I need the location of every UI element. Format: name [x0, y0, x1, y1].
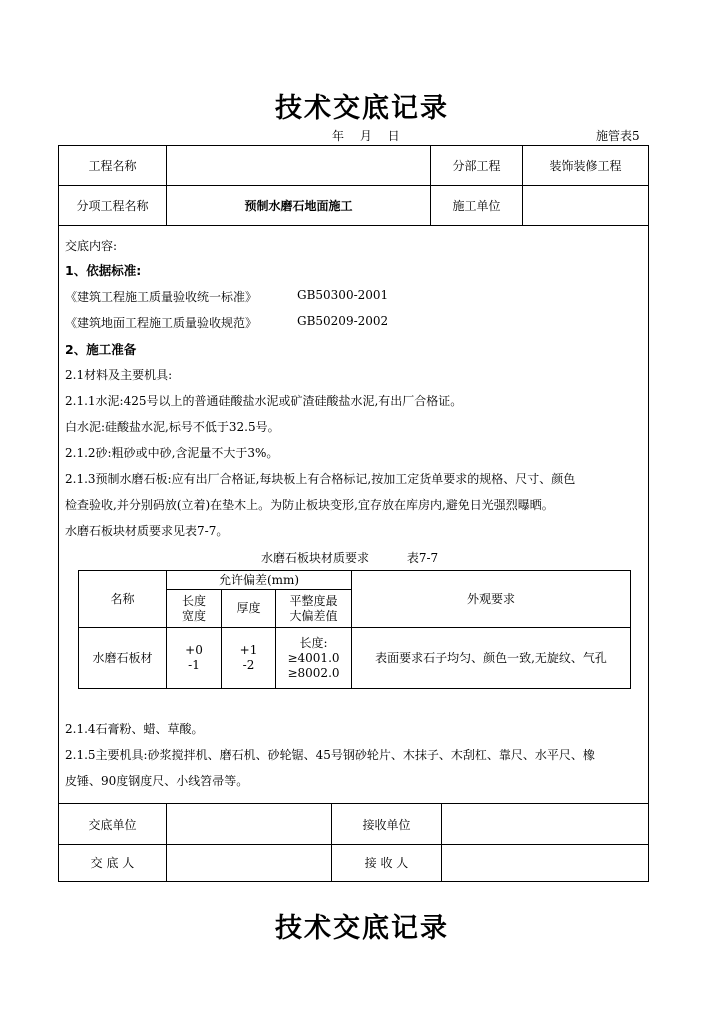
document-title: 技术交底记录 [275, 93, 449, 124]
section-standards-heading: 1、依据标准: [65, 263, 142, 278]
division-value[interactable]: 装饰装修工程 [549, 159, 622, 173]
para-2-1-5-line2: 皮锤、90度钢度尺、小线笤帚等。 [65, 774, 249, 788]
qt-row-thickness [222, 628, 276, 688]
qt-header-length-line1: 长度 [181, 593, 206, 608]
qt-row-name: 水磨石板材 [79, 628, 167, 688]
form-number: 施管表5 [596, 129, 640, 143]
para-2-1-3-line2: 检查验收,并分别码放(立着)在垫木上。为防止板块变形,宜存放在库房内,避免日光强烈曝晒。 [65, 498, 554, 512]
quality-table-title: 水磨石板块材质要求 [261, 551, 370, 565]
para-table-reference: 水磨石板块材质要求见表7-7。 [65, 524, 229, 538]
quality-table-number: 表7-7 [406, 551, 439, 565]
signoff-row-persons [59, 844, 648, 881]
issuer-unit-label: 交底单位 [59, 804, 167, 844]
standard-2-name: 《建筑地面工程施工质量验收规范》 [65, 316, 258, 330]
handover-content [59, 231, 648, 803]
division-label: 分部工程 [431, 146, 523, 185]
qt-header-flatness-line1: 平整度最 [289, 593, 338, 608]
receiver-unit-label: 接收单位 [332, 804, 442, 844]
qt-header-length-line2: 宽度 [181, 608, 206, 623]
para-2-1-5-line1: 2.1.5主要机具:砂浆搅拌机、磨石机、砂轮锯、45号钢砂轮片、木抹子、木刮杠、靠尺、水平尺、橡 [65, 748, 595, 762]
qt-row-flatness-value-1: ≥4001.0 [287, 650, 340, 665]
sub-item-label: 分项工程名称 [59, 186, 167, 225]
qt-row-appearance: 表面要求石子均匀、颜色一致,无旋纹、气孔 [375, 650, 607, 665]
quality-table-caption [261, 549, 438, 566]
issuer-unit-value[interactable] [167, 804, 332, 844]
project-name-value[interactable] [167, 146, 431, 185]
standard-1-name: 《建筑工程施工质量验收统一标准》 [65, 290, 258, 304]
handover-record-form [58, 145, 649, 882]
qt-row-flatness [276, 628, 352, 688]
para-white-cement: 白水泥:硅酸盐水泥,标号不低于32.5号。 [65, 420, 280, 434]
qt-row-thickness-minus: -2 [242, 658, 255, 672]
standard-item-1 [65, 288, 389, 305]
qt-header-name: 名称 [79, 571, 167, 628]
qt-header-appearance: 外观要求 [352, 571, 630, 628]
qt-row-thickness-plus: +1 [239, 643, 258, 657]
qt-row-flatness-label: 长度: [299, 635, 328, 650]
standard-2-code: GB50209-2002 [297, 314, 389, 328]
quality-requirements-table [78, 570, 631, 689]
header-row-project [59, 146, 648, 186]
para-2-1-4: 2.1.4石膏粉、蜡、草酸。 [65, 722, 204, 736]
para-2-1-2: 2.1.2砂:粗砂或中砂,含泥量不大于3%。 [65, 446, 279, 460]
project-name-label: 工程名称 [59, 146, 167, 185]
qt-header-length [167, 590, 222, 628]
construction-unit-value[interactable] [523, 186, 648, 225]
receiver-person-label: 接 收 人 [332, 844, 442, 881]
content-intro: 交底内容: [65, 239, 118, 253]
qt-row-length [167, 628, 222, 688]
qt-row-length-plus: +0 [185, 643, 203, 657]
standard-1-code: GB50300-2001 [297, 288, 389, 302]
qt-row-length-minus: -1 [188, 658, 200, 672]
qt-header-flatness-line2: 大偏差值 [289, 608, 338, 623]
para-2-1-3-line1: 2.1.3预制水磨石板:应有出厂合格证,每块板上有合格标记,按加工定货单要求的规格、尺寸、颜色 [65, 472, 576, 486]
date-line: 年 月 日 [332, 129, 400, 143]
para-2-1: 2.1材料及主要机具: [65, 368, 173, 382]
issuer-person-label: 交 底 人 [59, 844, 167, 881]
sub-item-value[interactable]: 预制水磨石地面施工 [167, 186, 431, 225]
construction-unit-label: 施工单位 [431, 186, 523, 225]
header-row-subitem [59, 186, 648, 226]
next-page-title: 技术交底记录 [275, 913, 449, 944]
qt-header-tolerance: 允许偏差(mm) [167, 571, 352, 590]
section-preparation-heading: 2、施工准备 [65, 342, 137, 357]
qt-header-flatness [276, 590, 352, 628]
qt-header-thickness: 厚度 [222, 590, 276, 628]
para-2-1-1: 2.1.1水泥:425号以上的普通硅酸盐水泥或矿渣硅酸盐水泥,有出厂合格证。 [65, 394, 463, 408]
standard-item-2 [65, 314, 389, 331]
receiver-person-value[interactable] [442, 844, 648, 881]
signoff-row-units [59, 803, 648, 845]
receiver-unit-value[interactable] [442, 804, 648, 844]
qt-row-flatness-value-2: ≥8002.0 [287, 665, 340, 680]
issuer-person-value[interactable] [167, 844, 332, 881]
